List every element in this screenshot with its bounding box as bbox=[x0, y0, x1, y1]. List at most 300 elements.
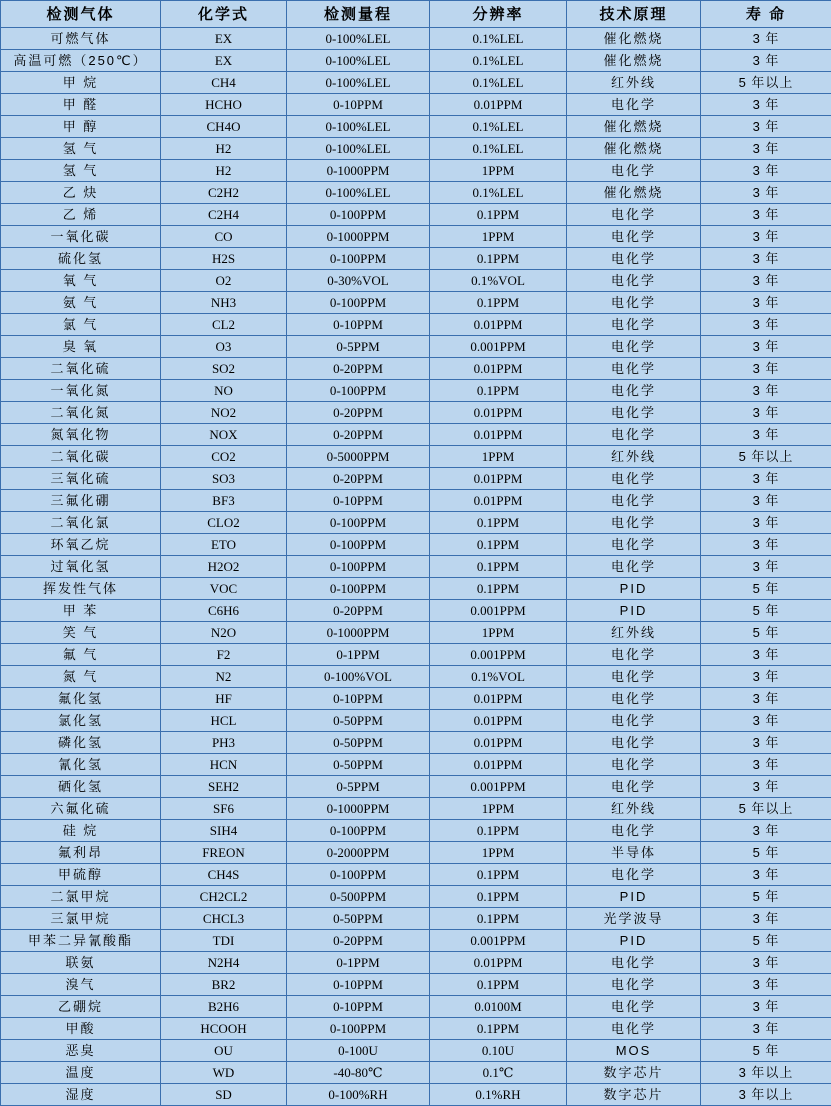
cell-lifetime: 3 年 bbox=[701, 468, 831, 490]
cell-resolution: 0.01PPM bbox=[430, 490, 567, 512]
cell-chemical-formula: F2 bbox=[161, 644, 287, 666]
cell-lifetime: 3 年 bbox=[701, 424, 831, 446]
cell-gas-name: 二氧化氮 bbox=[1, 402, 161, 424]
cell-gas-name: 甲硫醇 bbox=[1, 864, 161, 886]
cell-detection-range: 0-100%LEL bbox=[287, 28, 430, 50]
column-header-lifetime: 寿 命 bbox=[701, 1, 831, 28]
table-row bbox=[1, 622, 831, 644]
cell-lifetime: 3 年 bbox=[701, 270, 831, 292]
table-row bbox=[1, 226, 831, 248]
cell-gas-name: 甲苯二异氰酸酯 bbox=[1, 930, 161, 952]
table-row bbox=[1, 270, 831, 292]
cell-resolution: 1PPM bbox=[430, 798, 567, 820]
table-row bbox=[1, 644, 831, 666]
cell-technical-principle: 电化学 bbox=[567, 226, 701, 248]
cell-chemical-formula: C2H2 bbox=[161, 182, 287, 204]
cell-resolution: 0.1PPM bbox=[430, 248, 567, 270]
table-row bbox=[1, 160, 831, 182]
cell-technical-principle: 数字芯片 bbox=[567, 1062, 701, 1084]
cell-lifetime: 5 年 bbox=[701, 930, 831, 952]
cell-lifetime: 3 年 bbox=[701, 358, 831, 380]
cell-detection-range: 0-5PPM bbox=[287, 776, 430, 798]
cell-technical-principle: 红外线 bbox=[567, 798, 701, 820]
table-row bbox=[1, 490, 831, 512]
cell-detection-range: 0-100PPM bbox=[287, 820, 430, 842]
cell-resolution: 0.01PPM bbox=[430, 94, 567, 116]
cell-resolution: 0.01PPM bbox=[430, 314, 567, 336]
cell-resolution: 1PPM bbox=[430, 842, 567, 864]
cell-lifetime: 3 年 bbox=[701, 182, 831, 204]
cell-technical-principle: 电化学 bbox=[567, 490, 701, 512]
cell-resolution: 0.01PPM bbox=[430, 424, 567, 446]
cell-detection-range: 0-5000PPM bbox=[287, 446, 430, 468]
cell-gas-name: 甲 烷 bbox=[1, 72, 161, 94]
cell-technical-principle: 催化燃烧 bbox=[567, 138, 701, 160]
cell-resolution: 0.1PPM bbox=[430, 886, 567, 908]
table-row bbox=[1, 952, 831, 974]
cell-resolution: 0.1PPM bbox=[430, 1018, 567, 1040]
cell-resolution: 0.1PPM bbox=[430, 204, 567, 226]
table-row bbox=[1, 974, 831, 996]
cell-gas-name: 磷化氢 bbox=[1, 732, 161, 754]
cell-detection-range: 0-10PPM bbox=[287, 490, 430, 512]
cell-chemical-formula: VOC bbox=[161, 578, 287, 600]
cell-technical-principle: 电化学 bbox=[567, 644, 701, 666]
cell-technical-principle: 电化学 bbox=[567, 270, 701, 292]
cell-chemical-formula: N2O bbox=[161, 622, 287, 644]
cell-gas-name: 溴气 bbox=[1, 974, 161, 996]
cell-resolution: 1PPM bbox=[430, 622, 567, 644]
cell-detection-range: 0-2000PPM bbox=[287, 842, 430, 864]
cell-detection-range: 0-100%LEL bbox=[287, 138, 430, 160]
cell-chemical-formula: CH4O bbox=[161, 116, 287, 138]
cell-gas-name: 温度 bbox=[1, 1062, 161, 1084]
cell-lifetime: 3 年 bbox=[701, 754, 831, 776]
table-row bbox=[1, 94, 831, 116]
cell-gas-name: 氮 气 bbox=[1, 666, 161, 688]
table-row bbox=[1, 776, 831, 798]
cell-lifetime: 3 年 bbox=[701, 974, 831, 996]
cell-gas-name: 臭 氧 bbox=[1, 336, 161, 358]
table-header bbox=[1, 1, 831, 28]
cell-lifetime: 3 年 bbox=[701, 534, 831, 556]
table-row bbox=[1, 886, 831, 908]
cell-gas-name: 湿度 bbox=[1, 1084, 161, 1106]
cell-resolution: 0.1PPM bbox=[430, 820, 567, 842]
cell-detection-range: 0-100PPM bbox=[287, 248, 430, 270]
cell-resolution: 1PPM bbox=[430, 226, 567, 248]
cell-technical-principle: 电化学 bbox=[567, 380, 701, 402]
cell-chemical-formula: TDI bbox=[161, 930, 287, 952]
cell-chemical-formula: O2 bbox=[161, 270, 287, 292]
table-row bbox=[1, 424, 831, 446]
cell-resolution: 0.1PPM bbox=[430, 908, 567, 930]
cell-chemical-formula: NOX bbox=[161, 424, 287, 446]
cell-gas-name: 氨 气 bbox=[1, 292, 161, 314]
cell-chemical-formula: CL2 bbox=[161, 314, 287, 336]
cell-detection-range: 0-50PPM bbox=[287, 754, 430, 776]
cell-lifetime: 3 年 bbox=[701, 226, 831, 248]
cell-resolution: 0.001PPM bbox=[430, 930, 567, 952]
cell-lifetime: 3 年 bbox=[701, 688, 831, 710]
cell-lifetime: 3 年 bbox=[701, 666, 831, 688]
cell-gas-name: 硅 烷 bbox=[1, 820, 161, 842]
table-row bbox=[1, 600, 831, 622]
cell-resolution: 0.1%LEL bbox=[430, 182, 567, 204]
cell-gas-name: 甲酸 bbox=[1, 1018, 161, 1040]
cell-lifetime: 3 年 bbox=[701, 1018, 831, 1040]
cell-resolution: 0.1%VOL bbox=[430, 666, 567, 688]
cell-detection-range: 0-100%LEL bbox=[287, 116, 430, 138]
cell-resolution: 0.001PPM bbox=[430, 776, 567, 798]
cell-lifetime: 3 年 bbox=[701, 50, 831, 72]
cell-technical-principle: 红外线 bbox=[567, 72, 701, 94]
table-row bbox=[1, 908, 831, 930]
cell-detection-range: 0-1PPM bbox=[287, 952, 430, 974]
cell-detection-range: 0-100PPM bbox=[287, 578, 430, 600]
cell-chemical-formula: CLO2 bbox=[161, 512, 287, 534]
cell-chemical-formula: NO bbox=[161, 380, 287, 402]
cell-gas-name: 恶臭 bbox=[1, 1040, 161, 1062]
cell-detection-range: 0-10PPM bbox=[287, 94, 430, 116]
cell-chemical-formula: SEH2 bbox=[161, 776, 287, 798]
cell-detection-range: 0-100PPM bbox=[287, 556, 430, 578]
cell-resolution: 0.1PPM bbox=[430, 864, 567, 886]
cell-lifetime: 5 年 bbox=[701, 1040, 831, 1062]
cell-detection-range: 0-1000PPM bbox=[287, 622, 430, 644]
cell-resolution: 0.001PPM bbox=[430, 336, 567, 358]
cell-gas-name: 甲 醛 bbox=[1, 94, 161, 116]
cell-gas-name: 高温可燃（250℃） bbox=[1, 50, 161, 72]
cell-lifetime: 3 年 bbox=[701, 908, 831, 930]
cell-resolution: 0.01PPM bbox=[430, 688, 567, 710]
cell-resolution: 0.1PPM bbox=[430, 292, 567, 314]
cell-lifetime: 3 年 bbox=[701, 864, 831, 886]
cell-gas-name: 氧 气 bbox=[1, 270, 161, 292]
cell-resolution: 0.1%LEL bbox=[430, 72, 567, 94]
table-row bbox=[1, 138, 831, 160]
cell-chemical-formula: SO2 bbox=[161, 358, 287, 380]
table-row bbox=[1, 1062, 831, 1084]
cell-detection-range: 0-20PPM bbox=[287, 930, 430, 952]
cell-chemical-formula: HCL bbox=[161, 710, 287, 732]
table-row bbox=[1, 72, 831, 94]
cell-chemical-formula: B2H6 bbox=[161, 996, 287, 1018]
cell-chemical-formula: EX bbox=[161, 50, 287, 72]
cell-resolution: 0.1%LEL bbox=[430, 116, 567, 138]
cell-chemical-formula: SO3 bbox=[161, 468, 287, 490]
cell-lifetime: 3 年 bbox=[701, 556, 831, 578]
cell-detection-range: 0-100U bbox=[287, 1040, 430, 1062]
table-row bbox=[1, 50, 831, 72]
cell-lifetime: 5 年以上 bbox=[701, 72, 831, 94]
cell-chemical-formula: NH3 bbox=[161, 292, 287, 314]
cell-lifetime: 3 年 bbox=[701, 380, 831, 402]
cell-resolution: 1PPM bbox=[430, 160, 567, 182]
table-row bbox=[1, 930, 831, 952]
cell-technical-principle: PID bbox=[567, 578, 701, 600]
cell-technical-principle: PID bbox=[567, 600, 701, 622]
cell-resolution: 0.1PPM bbox=[430, 578, 567, 600]
cell-chemical-formula: HCOOH bbox=[161, 1018, 287, 1040]
cell-chemical-formula: PH3 bbox=[161, 732, 287, 754]
cell-gas-name: 六氟化硫 bbox=[1, 798, 161, 820]
cell-chemical-formula: WD bbox=[161, 1062, 287, 1084]
cell-chemical-formula: ETO bbox=[161, 534, 287, 556]
cell-lifetime: 3 年 bbox=[701, 116, 831, 138]
cell-lifetime: 3 年 bbox=[701, 996, 831, 1018]
table-row bbox=[1, 666, 831, 688]
cell-lifetime: 3 年 bbox=[701, 732, 831, 754]
cell-chemical-formula: FREON bbox=[161, 842, 287, 864]
cell-chemical-formula: EX bbox=[161, 28, 287, 50]
cell-gas-name: 三氯甲烷 bbox=[1, 908, 161, 930]
cell-chemical-formula: C2H4 bbox=[161, 204, 287, 226]
cell-technical-principle: 电化学 bbox=[567, 424, 701, 446]
cell-chemical-formula: NO2 bbox=[161, 402, 287, 424]
cell-technical-principle: 电化学 bbox=[567, 710, 701, 732]
table-row bbox=[1, 314, 831, 336]
table-row bbox=[1, 182, 831, 204]
cell-resolution: 0.001PPM bbox=[430, 644, 567, 666]
table-row bbox=[1, 556, 831, 578]
cell-detection-range: 0-100PPM bbox=[287, 292, 430, 314]
cell-chemical-formula: SF6 bbox=[161, 798, 287, 820]
cell-gas-name: 环氧乙烷 bbox=[1, 534, 161, 556]
table-row bbox=[1, 842, 831, 864]
cell-lifetime: 3 年 bbox=[701, 776, 831, 798]
cell-resolution: 0.1PPM bbox=[430, 534, 567, 556]
cell-technical-principle: PID bbox=[567, 930, 701, 952]
cell-resolution: 0.1PPM bbox=[430, 974, 567, 996]
cell-resolution: 0.1%LEL bbox=[430, 28, 567, 50]
table-body bbox=[1, 28, 831, 1106]
cell-gas-name: 乙硼烷 bbox=[1, 996, 161, 1018]
cell-detection-range: 0-10PPM bbox=[287, 974, 430, 996]
cell-chemical-formula: CO bbox=[161, 226, 287, 248]
table-row bbox=[1, 754, 831, 776]
cell-gas-name: 二氧化氯 bbox=[1, 512, 161, 534]
cell-technical-principle: 催化燃烧 bbox=[567, 116, 701, 138]
cell-gas-name: 一氧化碳 bbox=[1, 226, 161, 248]
cell-technical-principle: 催化燃烧 bbox=[567, 50, 701, 72]
cell-lifetime: 3 年 bbox=[701, 292, 831, 314]
cell-technical-principle: 电化学 bbox=[567, 292, 701, 314]
cell-detection-range: 0-1000PPM bbox=[287, 160, 430, 182]
cell-lifetime: 3 年 bbox=[701, 314, 831, 336]
cell-lifetime: 5 年 bbox=[701, 842, 831, 864]
cell-chemical-formula: SIH4 bbox=[161, 820, 287, 842]
table-row bbox=[1, 1084, 831, 1106]
cell-technical-principle: 数字芯片 bbox=[567, 1084, 701, 1106]
cell-resolution: 0.01PPM bbox=[430, 732, 567, 754]
cell-gas-name: 二氯甲烷 bbox=[1, 886, 161, 908]
cell-chemical-formula: CH2CL2 bbox=[161, 886, 287, 908]
cell-technical-principle: 红外线 bbox=[567, 622, 701, 644]
cell-technical-principle: 电化学 bbox=[567, 754, 701, 776]
cell-technical-principle: 电化学 bbox=[567, 1018, 701, 1040]
cell-detection-range: 0-100PPM bbox=[287, 380, 430, 402]
cell-resolution: 0.01PPM bbox=[430, 468, 567, 490]
cell-technical-principle: 电化学 bbox=[567, 204, 701, 226]
cell-lifetime: 3 年以上 bbox=[701, 1062, 831, 1084]
cell-gas-name: 氢 气 bbox=[1, 138, 161, 160]
cell-detection-range: 0-100PPM bbox=[287, 864, 430, 886]
cell-detection-range: 0-100PPM bbox=[287, 204, 430, 226]
cell-technical-principle: 电化学 bbox=[567, 94, 701, 116]
cell-technical-principle: 电化学 bbox=[567, 534, 701, 556]
table-row bbox=[1, 204, 831, 226]
cell-detection-range: 0-1000PPM bbox=[287, 226, 430, 248]
cell-lifetime: 3 年 bbox=[701, 820, 831, 842]
cell-detection-range: 0-500PPM bbox=[287, 886, 430, 908]
cell-chemical-formula: CH4S bbox=[161, 864, 287, 886]
cell-resolution: 1PPM bbox=[430, 446, 567, 468]
cell-gas-name: 氟化氢 bbox=[1, 688, 161, 710]
cell-lifetime: 3 年 bbox=[701, 512, 831, 534]
cell-detection-range: 0-100PPM bbox=[287, 512, 430, 534]
cell-detection-range: 0-100PPM bbox=[287, 534, 430, 556]
cell-chemical-formula: SD bbox=[161, 1084, 287, 1106]
cell-detection-range: 0-5PPM bbox=[287, 336, 430, 358]
cell-lifetime: 3 年 bbox=[701, 644, 831, 666]
cell-resolution: 0.01PPM bbox=[430, 710, 567, 732]
column-header-formula: 化学式 bbox=[161, 1, 287, 28]
cell-lifetime: 5 年以上 bbox=[701, 798, 831, 820]
cell-technical-principle: 电化学 bbox=[567, 314, 701, 336]
cell-chemical-formula: CO2 bbox=[161, 446, 287, 468]
cell-gas-name: 一氧化氮 bbox=[1, 380, 161, 402]
cell-lifetime: 3 年 bbox=[701, 952, 831, 974]
cell-resolution: 0.001PPM bbox=[430, 600, 567, 622]
column-header-range: 检测量程 bbox=[287, 1, 430, 28]
column-header-gas: 检测气体 bbox=[1, 1, 161, 28]
cell-technical-principle: 电化学 bbox=[567, 732, 701, 754]
cell-chemical-formula: BF3 bbox=[161, 490, 287, 512]
table-row bbox=[1, 116, 831, 138]
table-row bbox=[1, 820, 831, 842]
cell-detection-range: 0-50PPM bbox=[287, 732, 430, 754]
cell-gas-name: 氰化氢 bbox=[1, 754, 161, 776]
cell-resolution: 0.1%LEL bbox=[430, 50, 567, 72]
cell-chemical-formula: CHCL3 bbox=[161, 908, 287, 930]
cell-gas-name: 氟 气 bbox=[1, 644, 161, 666]
cell-detection-range: 0-1PPM bbox=[287, 644, 430, 666]
cell-technical-principle: 半导体 bbox=[567, 842, 701, 864]
cell-gas-name: 可燃气体 bbox=[1, 28, 161, 50]
table-row bbox=[1, 710, 831, 732]
cell-lifetime: 5 年 bbox=[701, 600, 831, 622]
cell-lifetime: 3 年 bbox=[701, 160, 831, 182]
cell-resolution: 0.1%VOL bbox=[430, 270, 567, 292]
cell-resolution: 0.01PPM bbox=[430, 402, 567, 424]
cell-resolution: 0.0100M bbox=[430, 996, 567, 1018]
table-row bbox=[1, 578, 831, 600]
table-row bbox=[1, 380, 831, 402]
cell-resolution: 0.10U bbox=[430, 1040, 567, 1062]
cell-resolution: 0.1PPM bbox=[430, 556, 567, 578]
cell-detection-range: 0-100%LEL bbox=[287, 50, 430, 72]
cell-gas-name: 乙 烯 bbox=[1, 204, 161, 226]
cell-resolution: 0.01PPM bbox=[430, 952, 567, 974]
cell-technical-principle: 光学波导 bbox=[567, 908, 701, 930]
cell-lifetime: 5 年 bbox=[701, 578, 831, 600]
cell-lifetime: 3 年 bbox=[701, 94, 831, 116]
cell-gas-name: 乙 炔 bbox=[1, 182, 161, 204]
table-row bbox=[1, 798, 831, 820]
cell-gas-name: 氯化氢 bbox=[1, 710, 161, 732]
cell-lifetime: 3 年 bbox=[701, 710, 831, 732]
cell-resolution: 0.01PPM bbox=[430, 754, 567, 776]
cell-chemical-formula: H2S bbox=[161, 248, 287, 270]
cell-gas-name: 三氟化硼 bbox=[1, 490, 161, 512]
cell-lifetime: 3 年 bbox=[701, 28, 831, 50]
cell-detection-range: 0-10PPM bbox=[287, 996, 430, 1018]
cell-gas-name: 硫化氢 bbox=[1, 248, 161, 270]
cell-lifetime: 3 年 bbox=[701, 402, 831, 424]
cell-lifetime: 3 年 bbox=[701, 204, 831, 226]
cell-technical-principle: 电化学 bbox=[567, 358, 701, 380]
table-row bbox=[1, 732, 831, 754]
cell-detection-range: 0-20PPM bbox=[287, 600, 430, 622]
cell-detection-range: 0-20PPM bbox=[287, 468, 430, 490]
cell-technical-principle: 电化学 bbox=[567, 160, 701, 182]
cell-technical-principle: 电化学 bbox=[567, 556, 701, 578]
cell-chemical-formula: HF bbox=[161, 688, 287, 710]
cell-gas-name: 甲 醇 bbox=[1, 116, 161, 138]
table-row bbox=[1, 402, 831, 424]
cell-technical-principle: PID bbox=[567, 886, 701, 908]
cell-resolution: 0.1℃ bbox=[430, 1062, 567, 1084]
cell-technical-principle: 电化学 bbox=[567, 666, 701, 688]
cell-gas-name: 氟利昂 bbox=[1, 842, 161, 864]
cell-lifetime: 3 年 bbox=[701, 336, 831, 358]
cell-chemical-formula: C6H6 bbox=[161, 600, 287, 622]
cell-detection-range: 0-1000PPM bbox=[287, 798, 430, 820]
cell-technical-principle: 电化学 bbox=[567, 468, 701, 490]
cell-resolution: 0.01PPM bbox=[430, 358, 567, 380]
table-row bbox=[1, 28, 831, 50]
cell-detection-range: 0-50PPM bbox=[287, 908, 430, 930]
cell-detection-range: -40-80℃ bbox=[287, 1062, 430, 1084]
cell-gas-name: 硒化氢 bbox=[1, 776, 161, 798]
cell-detection-range: 0-30%VOL bbox=[287, 270, 430, 292]
cell-gas-name: 二氧化碳 bbox=[1, 446, 161, 468]
cell-gas-name: 挥发性气体 bbox=[1, 578, 161, 600]
cell-chemical-formula: H2 bbox=[161, 160, 287, 182]
table-row bbox=[1, 688, 831, 710]
cell-technical-principle: 电化学 bbox=[567, 952, 701, 974]
cell-technical-principle: 催化燃烧 bbox=[567, 28, 701, 50]
cell-technical-principle: 电化学 bbox=[567, 336, 701, 358]
cell-gas-name: 联氨 bbox=[1, 952, 161, 974]
table-row bbox=[1, 1018, 831, 1040]
cell-resolution: 0.1PPM bbox=[430, 512, 567, 534]
table-row bbox=[1, 336, 831, 358]
cell-detection-range: 0-100%RH bbox=[287, 1084, 430, 1106]
cell-detection-range: 0-50PPM bbox=[287, 710, 430, 732]
cell-chemical-formula: H2O2 bbox=[161, 556, 287, 578]
cell-gas-name: 甲 苯 bbox=[1, 600, 161, 622]
cell-detection-range: 0-100PPM bbox=[287, 1018, 430, 1040]
table-row bbox=[1, 1040, 831, 1062]
cell-gas-name: 氮氧化物 bbox=[1, 424, 161, 446]
cell-detection-range: 0-100%LEL bbox=[287, 182, 430, 204]
cell-technical-principle: 电化学 bbox=[567, 974, 701, 996]
cell-gas-name: 笑 气 bbox=[1, 622, 161, 644]
cell-detection-range: 0-100%VOL bbox=[287, 666, 430, 688]
cell-chemical-formula: HCHO bbox=[161, 94, 287, 116]
